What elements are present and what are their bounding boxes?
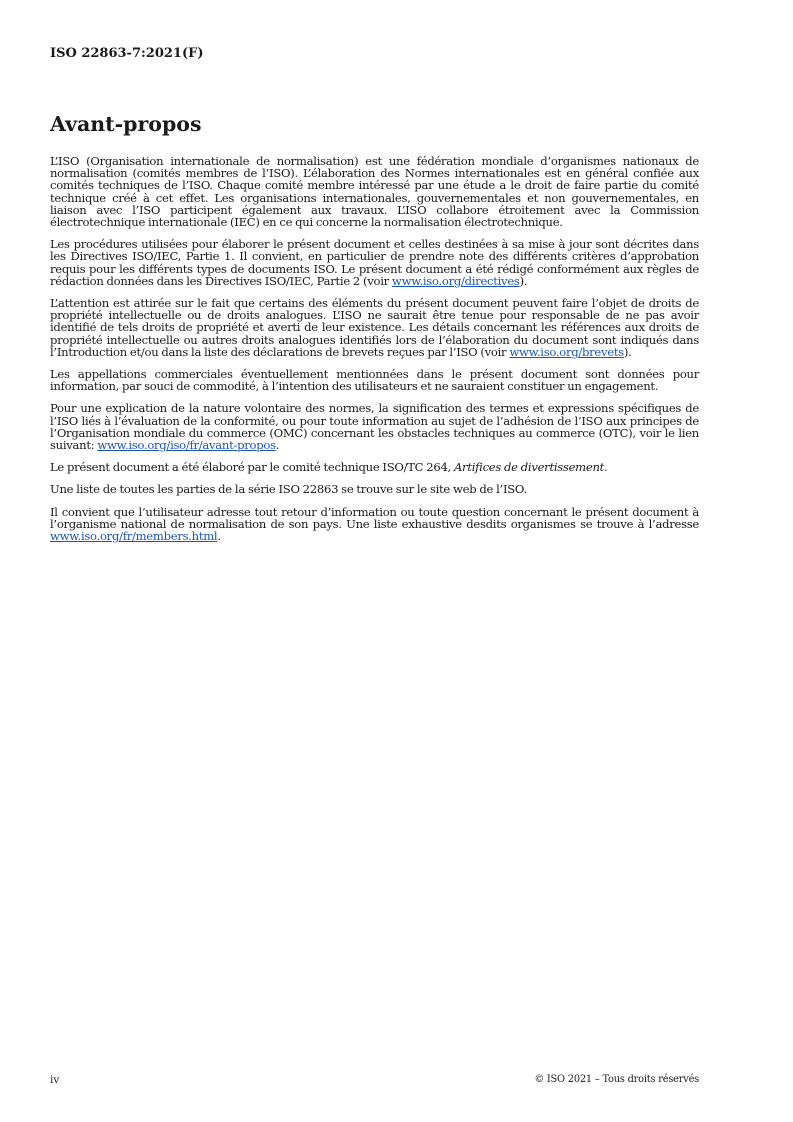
paragraph-committee: Le présent document a été élaboré par le comité technique ISO/TC 264, Artifices de divertissement.: [50, 460, 608, 475]
paragraph-patents: L’attention est attirée sur le fait que certains des éléments du présent document peuvent faire l’objet de droits de propriété intellectuelle ou de droits analogues. L’ISO ne saurait être tenue pour responsable de ne pas avoir identifié de tels droits de propriété et averti de leur existence. Les détails concernant les références aux droits de propriété intellectuelle ou autres droits analogues identifiés lors de l’élaboration du document sont indiqués dans l’Introduction et/ou dans la liste des déclarations de brevets reçues par l’ISO (voir www.iso.org/brevets).: [50, 296, 699, 359]
committee-title: Artifices de divertissement: [453, 460, 605, 475]
members-link[interactable]: www.iso.org/fr/members.html: [50, 529, 218, 544]
page-title: Avant-propos: [50, 112, 202, 136]
page-number: iv: [50, 1074, 60, 1086]
document-id-header: ISO 22863-7:2021(F): [50, 46, 204, 61]
paragraph-voluntary-nature: Pour une explication de la nature volontaire des normes, la signification des termes et expressions spécifiques de l’ISO liés à l’évaluation de la conformité, ou pour toute information au sujet de l’adhésion de l’ISO aux principes de l’Organisation mondiale du commerce (OMC) concernant les obstacles techniques au commerce (OTC), voir le lien suivant: www.iso.org/iso/fr/avant-propos.: [50, 401, 699, 453]
paragraph-trade-names: Les appellations commerciales éventuellement mentionnées dans le présent document sont données pour information, par souci de commodité, à l’intention des utilisateurs et ne sauraient constituer un engagement.: [50, 367, 699, 394]
paragraph-procedures: Les procédures utilisées pour élaborer le présent document et celles destinées à sa mise à jour sont décrites dans les Directives ISO/IEC, Partie 1. Il convient, en particulier de prendre note des différents critères d’approbation requis pour les différents types de documents ISO. Le présent document a été rédigé conformément aux règles de rédaction données dans les Directives ISO/IEC, Partie 2 (voir www.iso.org/directives).: [50, 237, 699, 288]
paragraph-feedback: Il convient que l’utilisateur adresse tout retour d’information ou toute question concernant le présent document à l’organisme national de normalisation de son pays. Une liste exhaustive desdits organismes se trouve à l’adresse www.iso.org/fr/members.html.: [50, 504, 699, 544]
foreword-body: [50, 155, 699, 552]
patents-link[interactable]: www.iso.org/brevets: [509, 344, 624, 359]
directives-link[interactable]: www.iso.org/directives: [391, 273, 520, 288]
paragraph-series-list: Une liste de toutes les parties de la série ISO 22863 se trouve sur le site web de l’ISO.: [50, 482, 527, 497]
paragraph-organisation: L’ISO (Organisation internationale de normalisation) est une fédération mondiale d’organismes nationaux de normalisation (comités membres de l’ISO). L’élaboration des Normes internationales est en général confiée aux comités techniques de l’ISO. Chaque comité membre intéressé par une étude a le droit de faire partie du comité technique créé à cet effet. Les organisations internationales, gouvernementales et non gouvernementales, en liaison avec l’ISO participent également aux travaux. L’ISO collabore étroitement avec la Commission électrotechnique internationale (IEC) en ce qui concerne la normalisation électrotechnique.: [50, 154, 699, 230]
copyright-notice: © ISO 2021 – Tous droits réservés: [534, 1074, 699, 1085]
foreword-info-link[interactable]: www.iso.org/iso/fr/avant-propos: [97, 438, 276, 453]
